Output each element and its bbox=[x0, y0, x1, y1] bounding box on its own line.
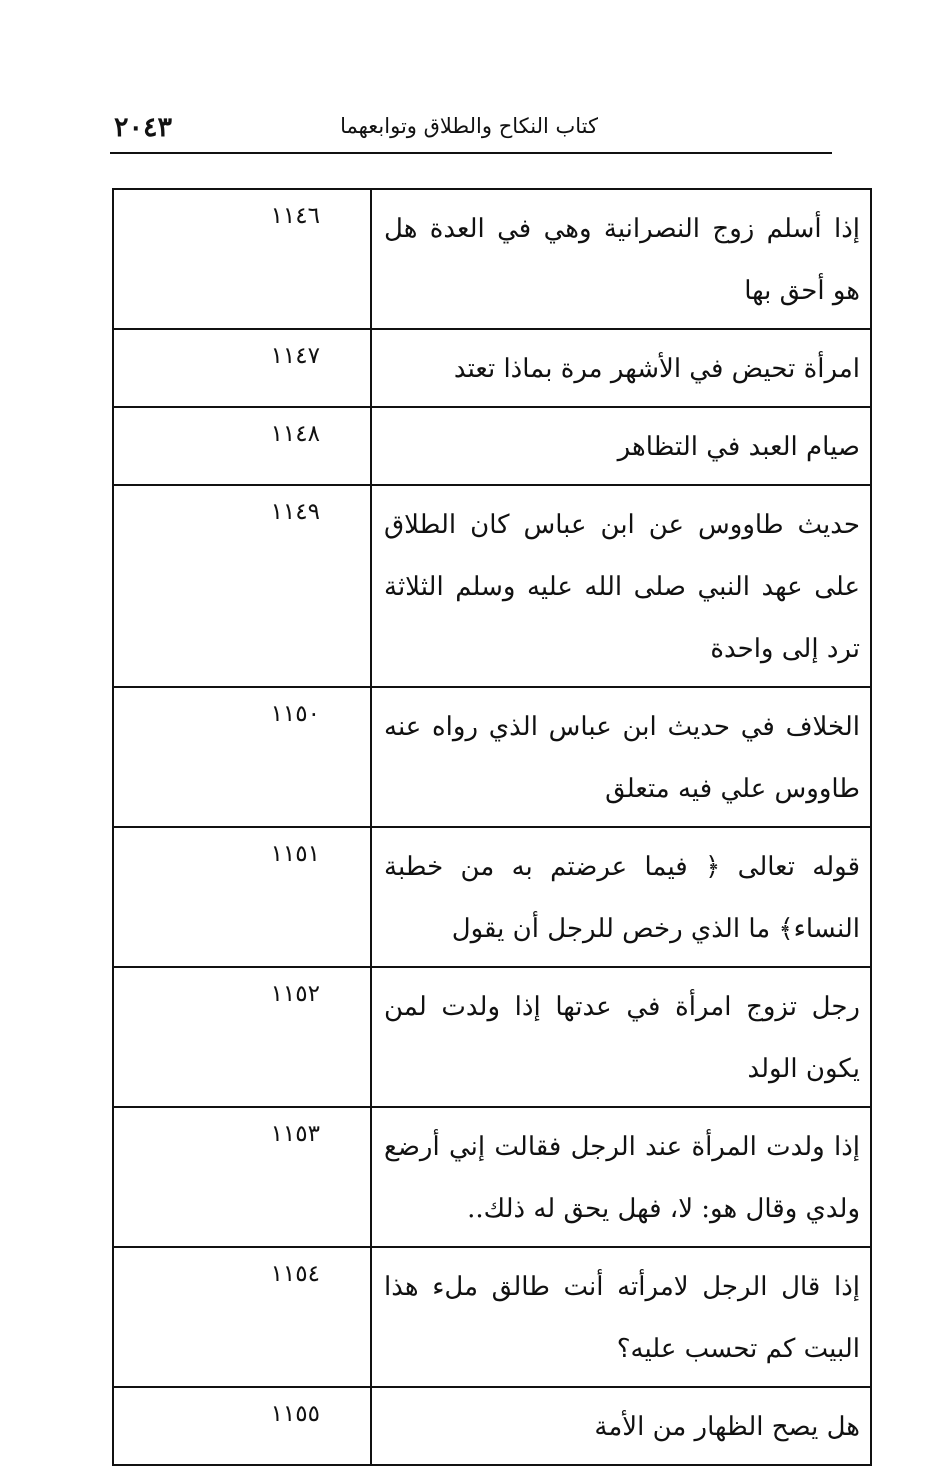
table-row bbox=[113, 485, 871, 687]
page-ref-cell: ١١٤٨ bbox=[113, 407, 371, 485]
page-number: ٢٠٤٣ bbox=[114, 112, 173, 143]
topic-cell: امرأة تحيض في الأشهر مرة بماذا تعتد bbox=[371, 329, 871, 407]
table-row bbox=[113, 1247, 871, 1387]
topic-cell: إذا قال الرجل لامرأته أنت طالق ملء هذا البيت كم تحسب عليه؟ bbox=[371, 1247, 871, 1387]
page-ref-cell: ١١٤٦ bbox=[113, 189, 371, 329]
header-title: كتاب النكاح والطلاق وتوابعهما bbox=[340, 114, 598, 138]
topic-cell: إذا أسلم زوج النصرانية وهي في العدة هل هو أحق بها bbox=[371, 189, 871, 329]
page-ref-cell: ١١٤٩ bbox=[113, 485, 371, 687]
topic-cell: صيام العبد في التظاهر bbox=[371, 407, 871, 485]
table-row bbox=[113, 407, 871, 485]
topic-cell: حديث طاووس عن ابن عباس كان الطلاق على عهد النبي صلى الله عليه وسلم الثلاثة ترد إلى واحدة bbox=[371, 485, 871, 687]
page-ref-cell: ١١٥٥ bbox=[113, 1387, 371, 1465]
table-row bbox=[113, 329, 871, 407]
topic-cell: إذا ولدت المرأة عند الرجل فقالت إني أرضع ولدي وقال هو: لا، فهل يحق له ذلك.. bbox=[371, 1107, 871, 1247]
topic-cell: هل يصح الظهار من الأمة bbox=[371, 1387, 871, 1465]
page-ref-cell: ١١٥١ bbox=[113, 827, 371, 967]
page-ref-cell: ١١٤٧ bbox=[113, 329, 371, 407]
header-divider bbox=[110, 152, 832, 154]
topic-cell: رجل تزوج امرأة في عدتها إذا ولدت لمن يكون الولد bbox=[371, 967, 871, 1107]
page-ref-cell: ١١٥٤ bbox=[113, 1247, 371, 1387]
table-row bbox=[113, 189, 871, 329]
topic-cell: الخلاف في حديث ابن عباس الذي رواه عنه طاووس علي فيه متعلق bbox=[371, 687, 871, 827]
page-ref-cell: ١١٥٣ bbox=[113, 1107, 371, 1247]
topic-cell: قوله تعالى ﴿ فيما عرضتم به من خطبة النساء﴾ ما الذي رخص للرجل أن يقول bbox=[371, 827, 871, 967]
table-row bbox=[113, 687, 871, 827]
table-row bbox=[113, 967, 871, 1107]
page-ref-cell: ١١٥٢ bbox=[113, 967, 371, 1107]
table-row bbox=[113, 827, 871, 967]
running-header bbox=[110, 108, 832, 152]
index-table bbox=[112, 188, 872, 1466]
table-row bbox=[113, 1107, 871, 1247]
page-ref-cell: ١١٥٠ bbox=[113, 687, 371, 827]
table-row bbox=[113, 1387, 871, 1465]
